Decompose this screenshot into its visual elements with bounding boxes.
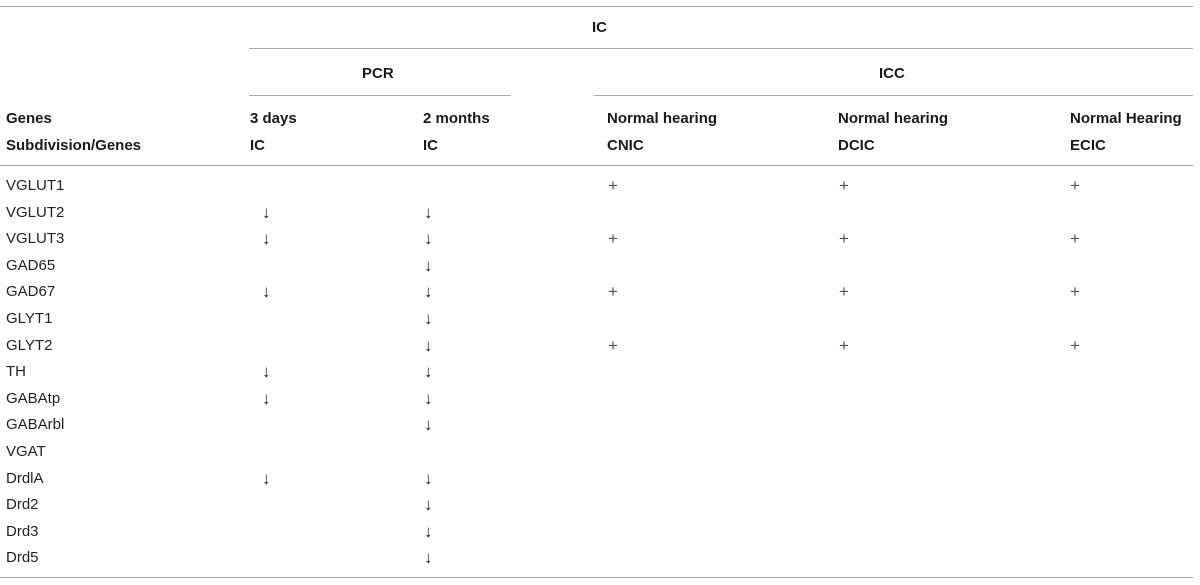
downregulated-arrow: ↓	[262, 362, 271, 382]
header-bottom-rule	[0, 165, 1193, 166]
gene-label: VGLUT1	[6, 177, 65, 194]
table-top-rule	[0, 6, 1193, 7]
col-cnic-line2: CNIC	[607, 137, 644, 154]
downregulated-arrow: ↓	[424, 362, 433, 382]
downregulated-arrow: ↓	[424, 415, 433, 435]
downregulated-arrow: ↓	[424, 309, 433, 328]
gene-label: GABArbl	[6, 416, 65, 434]
col-2-months-line1: 2 months	[423, 110, 490, 127]
col-3-days-line1: 3 days	[250, 110, 297, 127]
pcr-group-header: PCR	[362, 65, 394, 82]
downregulated-arrow: ↓	[262, 468, 271, 488]
downregulated-arrow: ↓	[424, 282, 433, 302]
downregulated-arrow: ↓	[424, 335, 433, 355]
col-dcic-line1: Normal hearing	[838, 110, 949, 127]
col-2-months-line2: IC	[423, 137, 438, 154]
present-marker: +	[839, 282, 849, 302]
present-marker: +	[608, 229, 618, 249]
pcr-span-rule	[249, 95, 511, 96]
present-marker: +	[1070, 282, 1080, 302]
downregulated-arrow: ↓	[262, 229, 271, 249]
col-cnic-line1: Normal hearing	[607, 110, 718, 127]
icc-span-rule	[594, 95, 1193, 96]
present-marker: +	[839, 335, 849, 355]
gene-label: GAD65	[6, 256, 56, 274]
downregulated-arrow: ↓	[424, 548, 433, 568]
present-marker: +	[608, 282, 618, 302]
gene-label: GABAtp	[6, 389, 61, 407]
gene-label: GAD67	[6, 283, 56, 301]
gene-label: Drd2	[6, 496, 39, 514]
gene-label: Drd5	[6, 549, 39, 567]
downregulated-arrow: ↓	[262, 282, 271, 302]
present-marker: +	[608, 176, 618, 195]
gene-label: DrdlA	[6, 469, 44, 487]
gene-label: Drd3	[6, 522, 39, 540]
present-marker: +	[839, 176, 849, 195]
gene-label: VGAT	[6, 443, 46, 460]
col-3-days-line2: IC	[250, 137, 265, 154]
downregulated-arrow: ↓	[424, 388, 433, 408]
downregulated-arrow: ↓	[424, 255, 433, 275]
present-marker: +	[1070, 229, 1080, 249]
genes-header: Genes	[6, 110, 52, 127]
gene-label: TH	[6, 363, 26, 381]
ic-span-rule	[249, 48, 1193, 49]
col-ecic-line2: ECIC	[1070, 137, 1106, 154]
downregulated-arrow: ↓	[424, 495, 433, 515]
present-marker: +	[839, 229, 849, 249]
table-bottom-rule	[0, 577, 1193, 578]
subdivision-genes-header: Subdivision/Genes	[6, 137, 142, 154]
ic-group-header: IC	[592, 19, 607, 36]
downregulated-arrow: ↓	[424, 229, 433, 249]
gene-label: GLYT1	[6, 310, 53, 327]
gene-label: GLYT2	[6, 336, 53, 354]
icc-group-header: ICC	[879, 65, 905, 82]
gene-label: VGLUT3	[6, 230, 65, 248]
col-ecic-line1: Normal Hearing	[1070, 110, 1182, 127]
present-marker: +	[608, 335, 618, 355]
downregulated-arrow: ↓	[262, 202, 271, 222]
gene-label: VGLUT2	[6, 203, 65, 221]
present-marker: +	[1070, 176, 1080, 195]
downregulated-arrow: ↓	[424, 521, 433, 541]
present-marker: +	[1070, 335, 1080, 355]
downregulated-arrow: ↓	[424, 202, 433, 222]
col-dcic-line2: DCIC	[838, 137, 875, 154]
downregulated-arrow: ↓	[262, 388, 271, 408]
downregulated-arrow: ↓	[424, 468, 433, 488]
